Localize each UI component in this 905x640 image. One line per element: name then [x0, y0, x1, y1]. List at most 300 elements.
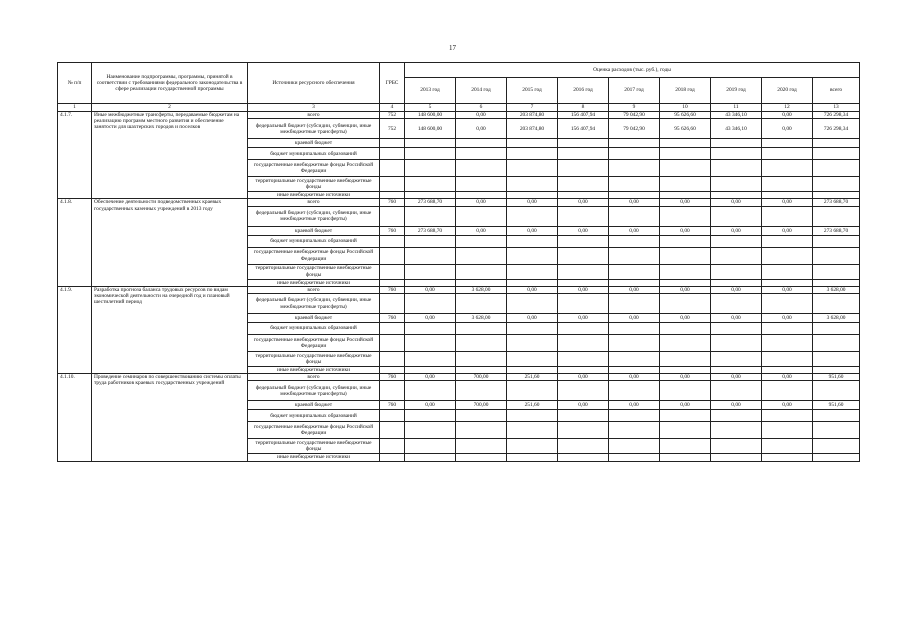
grbs-code: 760 — [380, 226, 405, 235]
header-year: 2019 год — [711, 78, 762, 104]
year-value: 0,00 — [762, 112, 813, 119]
total-value: 273 688,70 — [813, 226, 860, 235]
year-value: 700,00 — [456, 401, 507, 410]
section-name: Разработка прогноза баланса трудовых ресурсов по видам экономической деятельности на очередной год и плановый шестилетний период — [92, 286, 248, 373]
grbs-code — [380, 192, 405, 199]
year-value: 0,00 — [762, 286, 813, 293]
year-value: 0,00 — [456, 119, 507, 139]
year-value — [507, 192, 558, 199]
section-number: 4.1.7. — [58, 112, 92, 199]
funding-source: бюджет муниципальных образований — [248, 323, 380, 335]
year-value — [711, 264, 762, 279]
total-value — [813, 247, 860, 264]
year-value — [762, 294, 813, 314]
total-value — [813, 177, 860, 192]
header-source: Источники ресурсного обеспечения — [248, 63, 380, 104]
year-value — [558, 192, 609, 199]
year-value — [711, 439, 762, 454]
year-value — [609, 206, 660, 226]
year-value — [762, 139, 813, 148]
year-value: 79 042,90 — [609, 119, 660, 139]
year-value: 0,00 — [456, 226, 507, 235]
year-value — [711, 352, 762, 367]
header-name: Наименование подпрограммы, программы, принятой в соответствии с требованиями федерального законодательства в сфере реализации государственной программы — [92, 63, 248, 104]
table-row — [58, 286, 860, 293]
section-name: Обеспечение деятельности подведомственных краевых государственных казенных учреждений в 2013 году — [92, 199, 248, 286]
year-value: 0,00 — [609, 199, 660, 206]
year-value — [609, 264, 660, 279]
total-value — [813, 279, 860, 286]
column-number: 3 — [248, 104, 380, 112]
year-value: 0,00 — [507, 314, 558, 323]
total-value — [813, 352, 860, 367]
year-value — [762, 410, 813, 422]
year-value — [762, 264, 813, 279]
column-number: 1 — [58, 104, 92, 112]
total-value: 3 628,00 — [813, 286, 860, 293]
year-value: 0,00 — [711, 199, 762, 206]
year-value: 0,00 — [405, 314, 456, 323]
funding-source: всего — [248, 199, 380, 206]
year-value — [456, 177, 507, 192]
column-number: 11 — [711, 104, 762, 112]
year-value: 148 600,00 — [405, 112, 456, 119]
year-value — [762, 367, 813, 374]
year-value — [762, 192, 813, 199]
header-grbs: ГРБС — [380, 63, 405, 104]
year-value — [711, 235, 762, 247]
grbs-code — [380, 177, 405, 192]
total-value — [813, 148, 860, 160]
funding-source: территориальные государственные внебюджетные фонды — [248, 352, 380, 367]
year-value: 43 346,10 — [711, 112, 762, 119]
total-value — [813, 294, 860, 314]
year-value — [609, 148, 660, 160]
year-value — [456, 381, 507, 401]
year-value — [507, 247, 558, 264]
year-value — [762, 247, 813, 264]
year-value — [762, 206, 813, 226]
year-value: 0,00 — [711, 374, 762, 381]
year-value — [558, 235, 609, 247]
year-value — [558, 323, 609, 335]
year-value — [456, 247, 507, 264]
year-value — [609, 367, 660, 374]
year-value — [660, 279, 711, 286]
total-value — [813, 410, 860, 422]
year-value — [711, 192, 762, 199]
year-value: 0,00 — [609, 401, 660, 410]
year-value: 0,00 — [558, 199, 609, 206]
header-year: всего — [813, 78, 860, 104]
year-value — [456, 139, 507, 148]
year-value — [405, 439, 456, 454]
total-value: 726 298,34 — [813, 119, 860, 139]
year-value — [609, 323, 660, 335]
year-value — [507, 279, 558, 286]
year-value — [507, 439, 558, 454]
funding-source: федеральный бюджет (субсидии, субвенции, иные межбюджетные трансферты) — [248, 294, 380, 314]
year-value — [507, 160, 558, 177]
year-value — [507, 148, 558, 160]
column-number: 6 — [456, 104, 507, 112]
year-value — [405, 192, 456, 199]
year-value — [405, 381, 456, 401]
grbs-code: 752 — [380, 119, 405, 139]
year-value — [609, 294, 660, 314]
total-value: 726 298,34 — [813, 112, 860, 119]
page-number: 17 — [449, 44, 456, 52]
year-value — [405, 139, 456, 148]
total-value: 273 688,70 — [813, 199, 860, 206]
total-value — [813, 323, 860, 335]
year-value — [558, 206, 609, 226]
total-value — [813, 192, 860, 199]
year-value — [660, 247, 711, 264]
year-value — [558, 264, 609, 279]
year-value — [609, 381, 660, 401]
year-value — [456, 206, 507, 226]
grbs-code — [380, 294, 405, 314]
year-value — [456, 352, 507, 367]
year-value — [456, 279, 507, 286]
funding-source: государственные внебюджетные фонды Российской Федерации — [248, 422, 380, 439]
year-value — [711, 279, 762, 286]
year-value — [660, 352, 711, 367]
year-value — [660, 148, 711, 160]
grbs-code — [380, 381, 405, 401]
year-value: 0,00 — [405, 374, 456, 381]
year-value: 0,00 — [660, 374, 711, 381]
year-value: 0,00 — [762, 199, 813, 206]
grbs-code — [380, 279, 405, 286]
year-value — [609, 139, 660, 148]
funding-source: бюджет муниципальных образований — [248, 148, 380, 160]
year-value — [660, 235, 711, 247]
funding-source: иные внебюджетные источники — [248, 454, 380, 461]
year-value — [507, 352, 558, 367]
year-value — [558, 352, 609, 367]
year-value — [558, 148, 609, 160]
funding-source: территориальные государственные внебюджетные фонды — [248, 439, 380, 454]
year-value — [660, 367, 711, 374]
year-value — [507, 264, 558, 279]
year-value: 0,00 — [558, 314, 609, 323]
year-value: 203 874,80 — [507, 112, 558, 119]
grbs-code: 760 — [380, 401, 405, 410]
year-value — [507, 177, 558, 192]
year-value — [762, 148, 813, 160]
year-value — [507, 335, 558, 352]
year-value — [456, 264, 507, 279]
year-value — [660, 139, 711, 148]
grbs-code — [380, 247, 405, 264]
budget-table — [57, 62, 860, 462]
year-value — [507, 235, 558, 247]
header-year: 2017 год — [609, 78, 660, 104]
grbs-code — [380, 160, 405, 177]
year-value: 0,00 — [558, 286, 609, 293]
year-value: 0,00 — [609, 286, 660, 293]
year-value — [558, 439, 609, 454]
funding-source: иные внебюджетные источники — [248, 279, 380, 286]
column-number: 13 — [813, 104, 860, 112]
funding-source: иные внебюджетные источники — [248, 367, 380, 374]
funding-source: государственные внебюджетные фонды Российской Федерации — [248, 335, 380, 352]
year-value — [711, 454, 762, 461]
funding-source: всего — [248, 374, 380, 381]
header-year: 2018 год — [660, 78, 711, 104]
year-value — [558, 454, 609, 461]
funding-source: краевой бюджет — [248, 314, 380, 323]
year-value — [609, 454, 660, 461]
year-value: 0,00 — [762, 401, 813, 410]
grbs-code — [380, 335, 405, 352]
year-value — [711, 367, 762, 374]
column-number: 5 — [405, 104, 456, 112]
year-value — [762, 279, 813, 286]
grbs-code — [380, 206, 405, 226]
year-value: 0,00 — [609, 374, 660, 381]
year-value — [405, 422, 456, 439]
year-value — [762, 335, 813, 352]
year-value — [609, 410, 660, 422]
total-value: 3 628,00 — [813, 314, 860, 323]
year-value: 95 626,60 — [660, 119, 711, 139]
year-value: 0,00 — [660, 401, 711, 410]
year-value: 3 628,00 — [456, 314, 507, 323]
total-value — [813, 381, 860, 401]
header-year: 2014 год — [456, 78, 507, 104]
year-value — [507, 410, 558, 422]
year-value — [711, 422, 762, 439]
year-value — [609, 335, 660, 352]
grbs-code — [380, 439, 405, 454]
total-value: 951,60 — [813, 374, 860, 381]
year-value — [507, 422, 558, 439]
year-value — [762, 352, 813, 367]
total-value — [813, 206, 860, 226]
year-value: 0,00 — [762, 374, 813, 381]
funding-source: федеральный бюджет (субсидии, субвенции, иные межбюджетные трансферты) — [248, 119, 380, 139]
year-value — [711, 177, 762, 192]
total-value — [813, 160, 860, 177]
year-value — [711, 139, 762, 148]
year-value: 251,60 — [507, 374, 558, 381]
year-value — [456, 235, 507, 247]
year-value: 0,00 — [558, 226, 609, 235]
column-number: 4 — [380, 104, 405, 112]
year-value: 0,00 — [762, 314, 813, 323]
year-value — [558, 160, 609, 177]
year-value — [507, 367, 558, 374]
year-value — [711, 381, 762, 401]
year-value: 0,00 — [405, 401, 456, 410]
year-value — [762, 439, 813, 454]
year-value — [762, 323, 813, 335]
header-year: 2020 год — [762, 78, 813, 104]
year-value — [456, 367, 507, 374]
grbs-code — [380, 367, 405, 374]
year-value — [558, 367, 609, 374]
grbs-code — [380, 148, 405, 160]
column-number: 9 — [609, 104, 660, 112]
column-number: 2 — [92, 104, 248, 112]
total-value — [813, 264, 860, 279]
year-value — [507, 294, 558, 314]
year-value — [558, 247, 609, 264]
funding-source: краевой бюджет — [248, 226, 380, 235]
grbs-code: 760 — [380, 286, 405, 293]
header-estimate: Оценка расходов (тыс. руб.), годы — [405, 63, 860, 78]
year-value — [660, 264, 711, 279]
year-value — [660, 160, 711, 177]
total-value — [813, 454, 860, 461]
grbs-code — [380, 323, 405, 335]
year-value — [405, 279, 456, 286]
year-value — [609, 352, 660, 367]
year-value — [558, 381, 609, 401]
year-value — [762, 454, 813, 461]
grbs-code — [380, 410, 405, 422]
year-value — [660, 294, 711, 314]
year-value — [456, 160, 507, 177]
year-value: 0,00 — [660, 199, 711, 206]
year-value: 0,00 — [711, 401, 762, 410]
funding-source: федеральный бюджет (субсидии, субвенции, иные межбюджетные трансферты) — [248, 206, 380, 226]
year-value — [558, 177, 609, 192]
year-value — [456, 454, 507, 461]
year-value — [762, 381, 813, 401]
section-number: 4.1.10. — [58, 374, 92, 461]
year-value: 0,00 — [456, 112, 507, 119]
year-value: 0,00 — [762, 119, 813, 139]
funding-source: краевой бюджет — [248, 401, 380, 410]
table-row — [58, 112, 860, 119]
total-value — [813, 422, 860, 439]
year-value: 95 626,60 — [660, 112, 711, 119]
total-value — [813, 139, 860, 148]
year-value: 0,00 — [762, 226, 813, 235]
header-year: 2016 год — [558, 78, 609, 104]
year-value — [660, 439, 711, 454]
grbs-code — [380, 235, 405, 247]
total-value: 951,60 — [813, 401, 860, 410]
year-value — [762, 177, 813, 192]
year-value — [456, 439, 507, 454]
year-value — [762, 422, 813, 439]
year-value — [660, 422, 711, 439]
year-value: 0,00 — [660, 286, 711, 293]
year-value — [711, 247, 762, 264]
year-value: 0,00 — [711, 226, 762, 235]
funding-source: федеральный бюджет (субсидии, субвенции, иные межбюджетные трансферты) — [248, 381, 380, 401]
year-value — [405, 148, 456, 160]
year-value — [660, 323, 711, 335]
year-value — [405, 294, 456, 314]
year-value: 0,00 — [711, 286, 762, 293]
year-value — [405, 410, 456, 422]
grbs-code — [380, 139, 405, 148]
year-value — [507, 454, 558, 461]
year-value: 156 407,94 — [558, 119, 609, 139]
funding-source: всего — [248, 286, 380, 293]
funding-source: всего — [248, 112, 380, 119]
year-value — [609, 192, 660, 199]
grbs-code: 752 — [380, 112, 405, 119]
year-value — [660, 335, 711, 352]
year-value — [405, 247, 456, 264]
funding-source: территориальные государственные внебюджетные фонды — [248, 177, 380, 192]
year-value — [456, 410, 507, 422]
year-value: 0,00 — [609, 314, 660, 323]
year-value: 0,00 — [558, 374, 609, 381]
year-value — [456, 192, 507, 199]
year-value — [507, 206, 558, 226]
year-value — [762, 235, 813, 247]
total-value — [813, 235, 860, 247]
year-value: 251,60 — [507, 401, 558, 410]
year-value: 203 874,80 — [507, 119, 558, 139]
year-value: 0,00 — [660, 226, 711, 235]
funding-source: бюджет муниципальных образований — [248, 235, 380, 247]
year-value: 148 600,00 — [405, 119, 456, 139]
year-value — [405, 177, 456, 192]
year-value — [609, 177, 660, 192]
year-value — [711, 160, 762, 177]
year-value: 43 346,10 — [711, 119, 762, 139]
funding-source: иные внебюджетные источники — [248, 192, 380, 199]
year-value — [507, 381, 558, 401]
year-value: 79 042,90 — [609, 112, 660, 119]
funding-source: государственные внебюджетные фонды Российской Федерации — [248, 160, 380, 177]
header-year: 2015 год — [507, 78, 558, 104]
year-value: 0,00 — [558, 401, 609, 410]
section-number: 4.1.9. — [58, 286, 92, 373]
year-value: 156 407,94 — [558, 112, 609, 119]
funding-source: территориальные государственные внебюджетные фонды — [248, 264, 380, 279]
section-number: 4.1.8. — [58, 199, 92, 286]
year-value: 0,00 — [405, 286, 456, 293]
year-value — [405, 454, 456, 461]
year-value — [405, 323, 456, 335]
year-value — [405, 264, 456, 279]
year-value — [660, 454, 711, 461]
year-value — [456, 323, 507, 335]
year-value — [456, 422, 507, 439]
year-value — [711, 335, 762, 352]
year-value — [660, 206, 711, 226]
year-value — [660, 177, 711, 192]
header-year: 2013 год — [405, 78, 456, 104]
year-value — [405, 335, 456, 352]
year-value — [456, 294, 507, 314]
year-value: 0,00 — [609, 226, 660, 235]
year-value: 0,00 — [456, 199, 507, 206]
year-value — [660, 381, 711, 401]
year-value — [660, 410, 711, 422]
year-value — [711, 148, 762, 160]
year-value — [558, 294, 609, 314]
funding-source: государственные внебюджетные фонды Российской Федерации — [248, 247, 380, 264]
grbs-code: 760 — [380, 314, 405, 323]
header-no: № п/п — [58, 63, 92, 104]
year-value — [405, 367, 456, 374]
grbs-code — [380, 264, 405, 279]
year-value: 0,00 — [507, 226, 558, 235]
grbs-code: 760 — [380, 199, 405, 206]
year-value — [609, 439, 660, 454]
